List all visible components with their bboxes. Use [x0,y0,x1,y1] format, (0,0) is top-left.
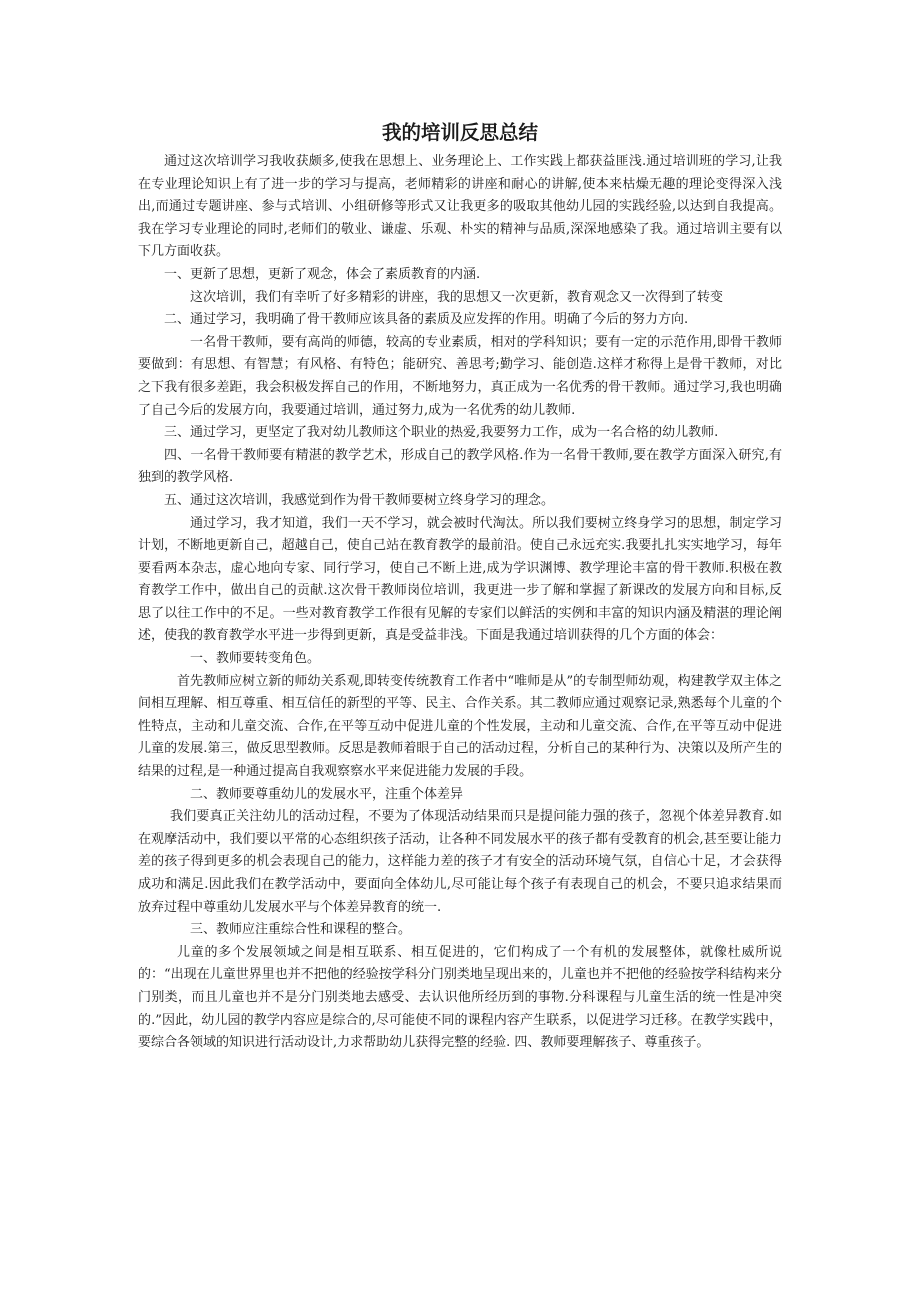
paragraph: 五、通过这次培训，我感觉到作为骨干教师要树立终身学习的理念。 [164,492,555,508]
paragraph: 通过这次培训学习我收获颇多,使我在思想上、业务理论上、工作实践上都获益匪浅.通过培训班的学习,让我在专业理论知识上有了进一步的学习与提高，老师精彩的讲座和耐心的讲解,使本来枯燥无趣的理论变得深入浅出,而通过专题讲座、参与式培训、小组研修等形式又让我更多的吸取其他幼儿园的实践经验,以达到自我提高。我在学习专业理论的同时,老师们的敬业、谦虚、乐观、朴实的精神与品质,深深地感染了我。通过培训主要有以下几方面收获。 [138,154,782,260]
paragraph: 一、更新了思想，更新了观念，体会了素质教育的内涵. [164,266,481,282]
document-title: 我的培训反思总结 [381,121,538,144]
paragraph: 二、通过学习，我明确了骨干教师应该具备的素质及应发挥的作用。明确了今后的努力方向. [164,312,689,328]
paragraph: 三、教师应注重综合性和课程的整合。 [190,922,412,938]
document-body [138,151,782,1055]
paragraph: 一、教师要转变角色。 [190,651,321,667]
paragraph: 三、通过学习，更坚定了我对幼儿教师这个职业的热爱,我要努力工作，成为一名合格的幼儿教师. [164,425,719,441]
paragraph: 首先教师应树立新的师幼关系观,即转变传统教育工作者中“唯师是从”的专制型师幼观，构建教学双主体之间相互理解、相互尊重、相互信任的新型的平等、民主、合作关系。其二教师应通过观察记录,熟悉每个儿童的个性特点，主动和儿童交流、合作,在平等互动中促进儿童的个性发展，主动和儿童交流、合作,在平等互动中促进儿童的发展.第三，做反思型教师。反思是教师着眼于自己的活动过程，分析自己的某种行为、决策以及所产生的结果的过程,是一种通过提高自我观察察水平来促进能力发展的手段。 [138,673,782,780]
paragraph: 通过学习，我才知道，我们一天不学习，就会被时代淘汰。所以我们要树立终身学习的思想，制定学习计划，不断地更新自己，超越自己，使自己站在教育教学的最前沿。使自己永远充实.我要扎扎实实地学习，每年要看两本杂志，虚心地向专家、同行学习，使自己不断上进,成为学识渊博、教学理论丰富的骨干教师.积极在教育教学工作中，做出自己的贡献.这次骨干教师岗位培训，我更进一步了解和掌握了新课改的发展方向和目标,反思了以往工作中的不足。一些对教育教学工作很有见解的专家们以鲜活的实例和丰富的知识内涵及精湛的理论阐述，使我的教育教学水平进一步得到更新，真是受益非浅。下面是我通过培训获得的几个方面的体会： [138,515,782,644]
paragraph: 一名骨干教师，要有高尚的师德，较高的专业素质，相对的学科知识；要有一定的示范作用,即骨干教师要做到：有思想、有智慧；有风格、有特色；能研究、善思考;勤学习、能创造.这样才称得上是骨干教师，对比之下我有很多差距，我会积极发挥自己的作用，不断地努力，真正成为一名优秀的骨干教师。通过学习,我也明确了自己今后的发展方向，我要通过培训，通过努力,成为一名优秀的幼儿教师. [138,334,782,418]
document-page [138,118,782,1055]
paragraph: 这次培训，我们有幸听了好多精彩的讲座，我的思想又一次更新，教育观念又一次得到了转变 [190,289,724,305]
paragraph: 儿童的多个发展领域之间是相互联系、相互促进的，它们构成了一个有机的发展整体，就像杜威所说的：“出现在儿童世界里也并不把他的经验按学科分门别类地呈现出来的，儿童也并不把他的经验按学科结构来分门别类，而且儿童也并不是分门别类地去感受、去认识他所经历到的事物.分科课程与儿童生活的统一性是冲突的.”因此，幼儿园的教学内容应是综合的,尽可能使不同的课程内容产生联系，以促进学习迁移。在教学实践中，要综合各领域的知识进行活动设计,力求帮助幼儿获得完整的经验. 四、教师要理解孩子、尊重孩子。 [138,944,782,1051]
paragraph: 四、一名骨干教师要有精湛的教学艺术，形成自己的教学风格.作为一名骨干教师,要在教学方面深入研究,有独到的教学风格. [138,447,782,486]
paragraph: 二、教师要尊重幼儿的发展水平，注重个体差异 [190,786,464,802]
paragraph: 我们要真正关注幼儿的活动过程，不要为了体现活动结果而只是提问能力强的孩子，忽视个体差异教育.如在观摩活动中，我们要以平常的心态组织孩子活动，让各种不同发展水平的孩子都有受教育的机会,甚至要让能力差的孩子得到更多的机会表现自己的能力，这样能力差的孩子才有安全的活动环境气氛，自信心十足，才会获得成功和满足.因此我们在教学活动中，要面向全体幼儿,尽可能让每个孩子有表现自己的机会，不要只追求结果而放弃过程中尊重幼儿发展水平与个体差异教育的统一. [138,809,782,915]
